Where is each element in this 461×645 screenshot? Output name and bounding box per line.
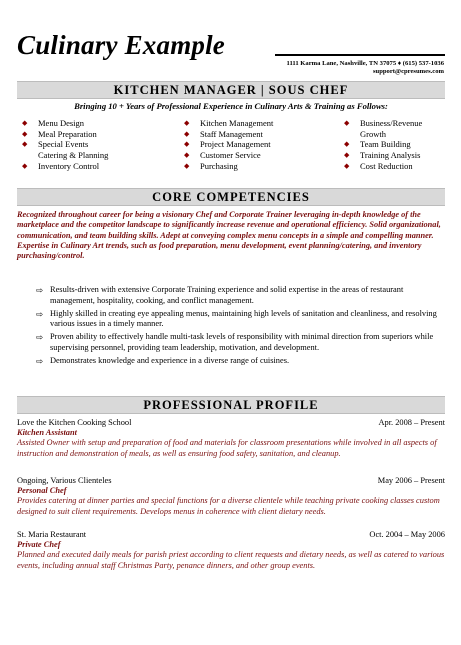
tagline-text: Bringing 10 + Years of Professional Experience in Culinary Arts & Training as Follows: <box>74 101 388 111</box>
skill-item <box>184 118 273 129</box>
tagline <box>17 101 445 111</box>
diamond-bullet-icon: ◆ <box>22 161 28 170</box>
skills-column-3 <box>344 118 422 172</box>
skill-item <box>344 150 422 161</box>
resume-name: Culinary Example <box>17 30 225 60</box>
achievements-list <box>36 285 446 369</box>
arrow-right-icon: ⇨ <box>36 332 44 343</box>
skill-label: Business/Revenue <box>360 118 423 128</box>
skill-label-continued: Growth <box>360 128 386 139</box>
header-rule <box>275 54 445 56</box>
job-employer: St. Maria Restaurant <box>17 530 87 539</box>
job-entry <box>17 476 445 517</box>
achievement-text: Demonstrates knowledge and experience in a diverse range of cuisines. <box>50 355 290 365</box>
achievement-text: Proven ability to effectively handle multi-task levels of responsibility with minimal direction from superiors while supervising personnel, providing team leadership, motivation, and development. <box>50 332 434 352</box>
skill-item <box>184 139 273 150</box>
job-title: Personal Chef <box>17 486 67 496</box>
skill-label: Menu Design <box>38 118 85 128</box>
achievement-item <box>36 285 446 306</box>
job-employer: Ongoing, Various Clienteles <box>17 476 112 485</box>
diamond-bullet-icon: ◆ <box>22 119 28 127</box>
skill-label: Purchasing <box>200 160 238 171</box>
professional-profile-banner <box>17 396 445 414</box>
skill-label: Meal Preparation <box>38 128 97 139</box>
achievement-item <box>36 356 446 367</box>
skill-label: Team Building <box>360 139 411 150</box>
skill-item <box>22 118 108 129</box>
achievement-item <box>36 332 446 353</box>
contact-address: 1111 Karma Lane, Nashville, TN 37075 ♦ (615) 537-1036 <box>286 60 444 67</box>
skill-item <box>184 161 273 172</box>
skill-label-continued: Catering & Planning <box>38 150 109 161</box>
skill-item <box>344 118 422 129</box>
diamond-bullet-icon: ◆ <box>22 129 28 138</box>
arrow-right-icon: ⇨ <box>36 308 44 319</box>
job-description: Provides catering at dinner parties and special functions for a diverse clientele while teaching private cooking classes custom designed to suit client requirements. Develops menus in coherence with client dietary needs. <box>17 496 440 516</box>
diamond-bullet-icon: ◆ <box>184 161 190 170</box>
job-title: Kitchen Assistant <box>17 428 77 438</box>
title-banner <box>17 81 445 99</box>
job-description: Assisted Owner with setup and preparation of food and materials for classroom presentations while involved in all aspects of instruction and demonstration of meals, as well as ensuring food safety, sanitation, and cleanup. <box>17 438 437 458</box>
core-competencies-banner <box>17 188 445 206</box>
skill-label: Staff Management <box>200 128 263 139</box>
core-summary: Recognized throughout career for being a visionary Chef and Corporate Trainer leveraging in-depth knowledge of the marketplace and the competitor landscape to significantly increase revenue and operational efficiency. Solid organizational, communication, and team building skills. Adept at conveying complex menu concepts in a simple and compelling manner. Expertise in Culinary Art trends, such as food preparation, menu development, event planning/catering, and inventory purchasing/control. <box>17 210 441 261</box>
skill-label: Cost Reduction <box>360 160 413 171</box>
skills-column-1 <box>22 118 108 172</box>
achievement-text: Results-driven with extensive Corporate Training experience and solid expertise in the areas of restaurant management, hospitality, cooking, and conflict management. <box>50 285 404 305</box>
skill-item <box>184 150 273 161</box>
core-competencies-title: CORE COMPETENCIES <box>152 189 310 204</box>
job-entry <box>17 418 445 459</box>
diamond-bullet-icon: ◆ <box>184 151 190 160</box>
skills-column-2 <box>184 118 273 172</box>
diamond-bullet-icon: ◆ <box>184 140 190 149</box>
job-description: Planned and executed daily meals for parish priest according to client requests and dietary needs, as well as catered to various events, including annual staff Christmas Party, penance dinners, and other group events. <box>17 550 445 570</box>
skill-label: Training Analysis <box>360 150 421 161</box>
professional-profile-title: PROFESSIONAL PROFILE <box>143 397 319 412</box>
job-dates: Oct. 2004 – May 2006 <box>369 530 445 539</box>
job-title: Private Chef <box>17 540 61 550</box>
skill-item <box>22 161 108 172</box>
skill-item <box>22 129 108 140</box>
job-entry <box>17 530 445 571</box>
contact-info <box>287 60 444 76</box>
title-banner-text: KITCHEN MANAGER | SOUS CHEF <box>113 82 349 97</box>
diamond-bullet-icon: ◆ <box>184 129 190 138</box>
diamond-bullet-icon: ◆ <box>344 161 350 170</box>
skill-item <box>344 161 422 172</box>
contact-email[interactable]: support@cpresumes.com <box>372 68 444 75</box>
skill-label: Project Management <box>200 139 271 150</box>
diamond-bullet-icon: ◆ <box>344 119 350 127</box>
job-dates: May 2006 – Present <box>377 476 445 485</box>
skill-label: Inventory Control <box>38 160 100 171</box>
diamond-bullet-icon: ◆ <box>344 140 350 149</box>
arrow-right-icon: ⇨ <box>36 355 44 366</box>
job-employer: Love the Kitchen Cooking School <box>17 418 132 427</box>
skill-label: Kitchen Management <box>200 118 274 128</box>
skill-label: Special Events <box>38 139 89 150</box>
achievement-text: Highly skilled in creating eye appealing menus, maintaining high levels of sanitation and cleanliness, and resolving various issues in a timely manner. <box>50 308 437 329</box>
skill-item <box>22 139 108 150</box>
arrow-right-icon: ⇨ <box>36 285 44 295</box>
diamond-bullet-icon: ◆ <box>184 119 190 127</box>
diamond-bullet-icon: ◆ <box>22 140 28 149</box>
skill-item <box>344 139 422 150</box>
diamond-bullet-icon: ◆ <box>344 151 350 160</box>
achievement-item <box>36 309 446 330</box>
skill-label: Customer Service <box>200 150 261 161</box>
skill-item <box>184 129 273 140</box>
job-dates: Apr. 2008 – Present <box>378 418 445 427</box>
